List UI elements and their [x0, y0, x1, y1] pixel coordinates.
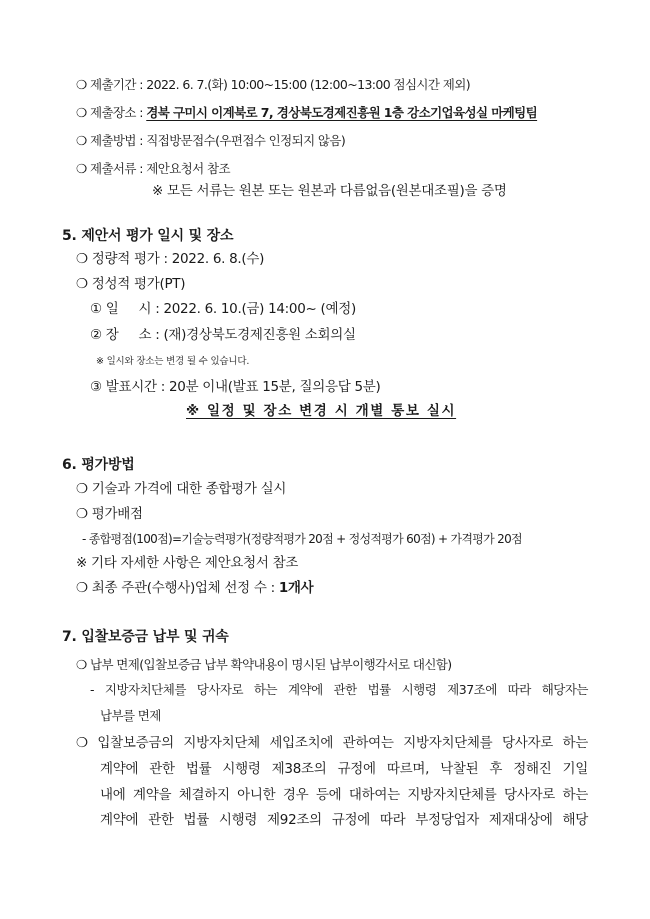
section7-belonging-line1: ❍ 입찰보증금의 지방자치단체 세입조치에 관하여는 지방자치단체를 당사자로 하는 — [76, 735, 588, 751]
submission-place — [76, 103, 537, 123]
section5-qualitative: ❍ 정성적 평가(PT) — [76, 276, 186, 292]
section6-item-comprehensive: ❍ 기술과 가격에 대한 종합평가 실시 — [76, 481, 287, 497]
section7-belonging-line3: 내에 계약을 체결하지 아니한 경우 등에 대하여는 지방자치단체를 당사자로 하는 — [100, 787, 588, 803]
section7-heading: 7. 입찰보증금 납부 및 귀속 — [62, 629, 229, 645]
submission-method: ❍ 제출방법 : 직접방문접수(우편접수 인정되지 않음) — [76, 133, 346, 148]
section7-exemption-detail-line2: 납부를 면제 — [100, 708, 161, 723]
section6-reference-note: ※ 기타 자세한 사항은 제안요청서 참조 — [76, 555, 299, 571]
section6-heading: 6. 평가방법 — [62, 457, 135, 473]
section7-exemption-detail-line1: - 지방자치단체를 당사자로 하는 계약에 관한 법률 시행령 제37조에 따라 해당자는 — [90, 682, 588, 697]
section7-belonging-line2: 계약에 관한 법률 시행령 제38조의 규정에 따르며, 낙찰된 후 정해진 기일 — [100, 761, 588, 777]
section6-item-points: ❍ 평가배점 — [76, 506, 143, 522]
section6-points-detail: - 종합평점(100점)=기술능력평가(정량적평가 20점 + 정성적평가 60점) + 가격평가 20점 — [82, 532, 522, 546]
section5-item-presentation: ③ 발표시간 : 20분 이내(발표 15분, 질의응답 5분) — [90, 379, 381, 395]
section5-quantitative: ❍ 정량적 평가 : 2022. 6. 8.(수) — [76, 251, 265, 267]
section5-change-notice: ※ 일정 및 장소 변경 시 개별 통보 실시 — [186, 403, 457, 419]
section6-final-selection — [76, 578, 313, 598]
section5-item-place: ② 장 소 : (재)경상북도경제진흥원 소회의실 — [90, 327, 356, 343]
submission-period: ❍ 제출기간 : 2022. 6. 7.(화) 10:00~15:00 (12:00~13:00 점심시간 제외) — [76, 77, 470, 92]
submission-place-value: 경북 구미시 이계북로 7, 경상북도경제진흥원 1층 강소기업육성실 마케팅팀 — [146, 105, 538, 120]
section6-final-label: ❍ 최종 주관(수행사)업체 선정 수 : — [76, 580, 279, 596]
section7-exemption: ❍ 납부 면제(입찰보증금 납부 확약내용이 명시된 납부이행각서로 대신함) — [76, 657, 452, 672]
section6-final-value: 1개사 — [278, 580, 314, 596]
submission-note: ※ 모든 서류는 원본 또는 원본과 다름없음(원본대조필)을 증명 — [152, 183, 507, 199]
section7-belonging-line4: 계약에 관한 법률 시행령 제92조의 규정에 따라 부정당업자 제재대상에 해당 — [100, 812, 588, 828]
section5-small-note: ※ 일시와 장소는 변경 될 수 있습니다. — [96, 356, 250, 367]
section5-item-datetime: ① 일 시 : 2022. 6. 10.(금) 14:00~ (예정) — [90, 301, 356, 317]
section5-heading: 5. 제안서 평가 일시 및 장소 — [62, 228, 234, 244]
submission-documents: ❍ 제출서류 : 제안요청서 참조 — [76, 161, 230, 176]
submission-place-label: ❍ 제출장소 : — [76, 105, 147, 120]
